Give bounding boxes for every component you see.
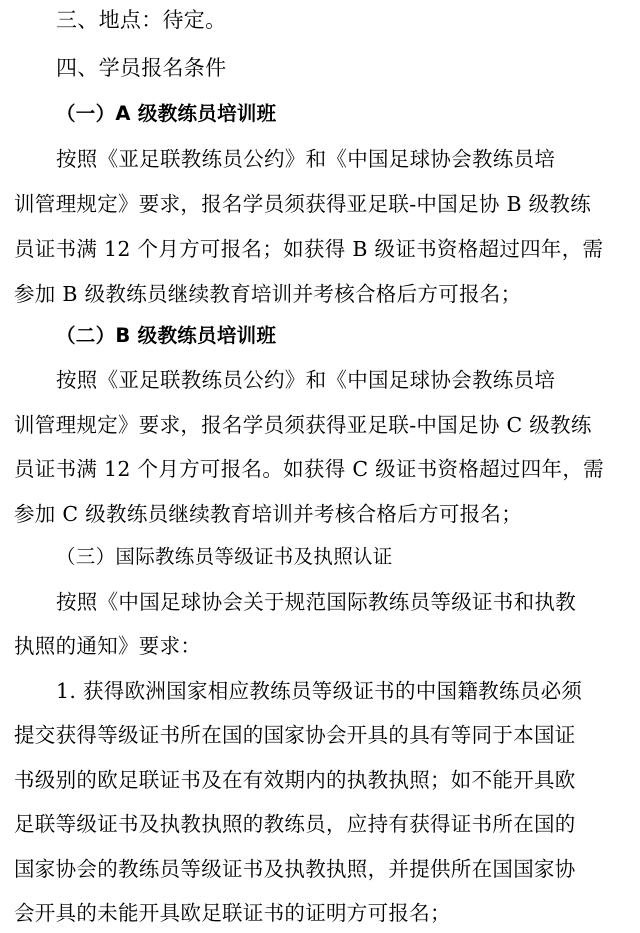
paragraph-line: 国家协会的教练员等级证书及执教执照，并提供所在国国家协 — [14, 857, 576, 881]
paragraph-line: 员证书满 12 个月方可报名。如获得 C 级证书资格超过四年，需 — [14, 457, 604, 481]
paragraph-line: 1. 获得欧洲国家相应教练员等级证书的中国籍教练员必须 — [56, 679, 583, 703]
section-3-location: 三、地点：待定。 — [56, 8, 227, 32]
paragraph-line: 按照《亚足联教练员公约》和《中国足球协会教练员培 — [56, 368, 556, 392]
paragraph-line: 按照《亚足联教练员公约》和《中国足球协会教练员培 — [56, 147, 556, 171]
paragraph-line: 会开具的未能开具欧足联证书的证明方可报名； — [14, 901, 451, 925]
paragraph-line: 训管理规定》要求，报名学员须获得亚足联-中国足协 B 级教练 — [14, 192, 592, 216]
subsection-b-level-title: （二）B 级教练员培训班 — [56, 324, 277, 347]
paragraph-line: 提交获得等级证书所在国的国家协会开具的具有等同于本国证 — [14, 723, 576, 747]
subsection-international-title: （三）国际教练员等级证书及执照认证 — [56, 545, 393, 568]
paragraph-line: 按照《中国足球协会关于规范国际教练员等级证书和执教 — [56, 590, 576, 614]
paragraph-line: 训管理规定》要求，报名学员须获得亚足联-中国足协 C 级教练 — [14, 413, 592, 437]
paragraph-line: 参加 C 级教练员继续教育培训并考核合格后方可报名； — [14, 502, 523, 526]
paragraph-line: 参加 B 级教练员继续教育培训并考核合格后方可报名； — [14, 282, 522, 306]
paragraph-line: 执照的通知》要求： — [14, 634, 202, 658]
paragraph-line: 足联等级证书及执教执照的教练员，应持有获得证书所在国的 — [14, 812, 576, 836]
section-4-heading: 四、学员报名条件 — [56, 56, 227, 80]
paragraph-line: 书级别的欧足联证书及在有效期内的执教执照；如不能开具欧 — [14, 768, 576, 792]
paragraph-line: 员证书满 12 个月方可报名；如获得 B 级证书资格超过四年，需 — [14, 237, 604, 261]
subsection-a-level-title: （一）A 级教练员培训班 — [56, 102, 277, 125]
